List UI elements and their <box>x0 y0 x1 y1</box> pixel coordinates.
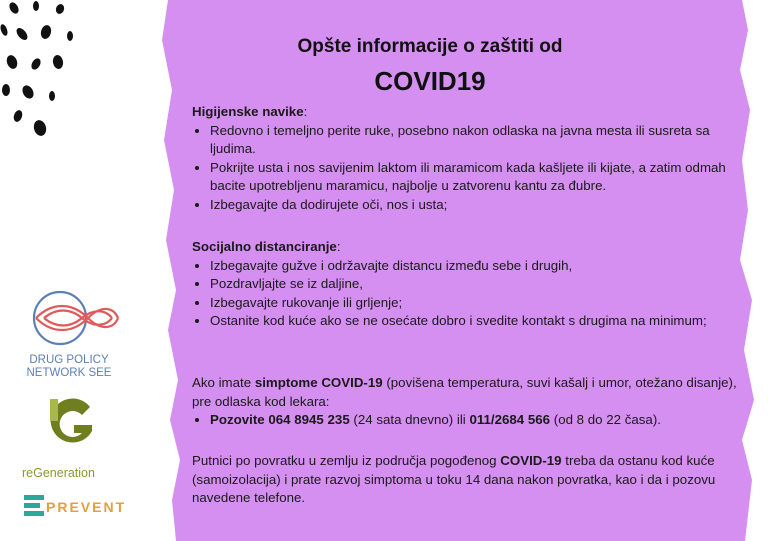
hygiene-list <box>192 122 752 215</box>
travelers-section <box>192 452 752 508</box>
symptoms-text-post: (povišena temperatura, suvi kašalj i umor, otežano disanje), pre odlaska kod lekara: <box>192 375 737 409</box>
decorative-dots <box>0 0 80 150</box>
symptoms-paragraph <box>192 374 752 411</box>
hygiene-heading-suffix: : <box>303 104 308 119</box>
hygiene-heading: Higijenske navike <box>192 104 304 119</box>
list-item: • Izbegavajte da dodirujete oči, nos i usta; <box>210 196 752 215</box>
list-item: • Izbegavajte gužve i održavajte distancu između sebe i drugih, <box>210 257 752 276</box>
list-item: • Ostanite kod kuće ako se ne osećate dobro i svedite kontakt s drugima na minimum; <box>210 312 752 331</box>
symptoms-text-pre: Ako imate <box>192 375 255 390</box>
travelers-text-pre: Putnici po povratku u zemlju iz područja pogođenog <box>192 453 501 468</box>
list-item: • Pozdravljajte se iz daljine, <box>210 275 752 294</box>
eprevent-text: PREVENT <box>46 499 127 515</box>
call-instruction <box>210 411 752 430</box>
distancing-list <box>192 257 752 331</box>
travelers-bold: COVID-19 <box>500 453 562 468</box>
title-line2: COVID19 <box>374 66 486 96</box>
title-line1: Opšte informacije o zaštiti od <box>297 36 563 57</box>
distancing-heading: Socijalno distanciranje <box>192 239 337 254</box>
phone-number-1: Pozovite 064 8945 235 <box>210 412 350 428</box>
travelers-text-post: treba da ostanu kod kuće (samoizolacija) i prate razvoj simptoma u toku 14 dana nakon povratka, kao i da i pozovu navedene telefone. <box>192 453 716 506</box>
regeneration-g-logo-icon <box>44 397 98 453</box>
dp-line2: NETWORK SEE <box>26 367 112 379</box>
hygiene-section <box>192 103 752 215</box>
list-item: • Pokrijte usta i nos savijenim laktom ili maramicom kada kašljete ili kijate, a zatim odmah bacite upotrebljenu maramicu, najbolje u zatvorenu kantu za đubre. <box>210 159 752 196</box>
distancing-section <box>192 238 752 331</box>
symptoms-bold: simptome COVID-19 <box>254 375 383 390</box>
list-item: • Redovno i temeljno perite ruke, posebno nakon odlaska na javna mesta ili susreta sa ljudima. <box>210 122 752 159</box>
drug-policy-text <box>14 354 124 380</box>
dp-line1: DRUG POLICY <box>29 354 109 366</box>
distancing-heading-row <box>192 238 752 257</box>
regeneration-text: reGeneration <box>22 466 95 480</box>
list-item: • Izbegavajte rukovanje ili grljenje; <box>210 294 752 313</box>
call-mid-text: (24 sata dnevno) ili <box>349 412 470 428</box>
symptoms-list <box>192 411 752 430</box>
hygiene-heading-row <box>192 103 752 122</box>
travelers-paragraph <box>192 452 752 508</box>
phone-number-2: 011/2684 566 <box>469 412 551 428</box>
symptoms-section <box>192 374 752 430</box>
call-end-text: (od 8 do 22 časa). <box>550 412 661 428</box>
distancing-heading-suffix: : <box>336 239 341 254</box>
eprevent-logo-icon <box>24 495 46 517</box>
drug-policy-network-logo-icon <box>22 288 122 348</box>
